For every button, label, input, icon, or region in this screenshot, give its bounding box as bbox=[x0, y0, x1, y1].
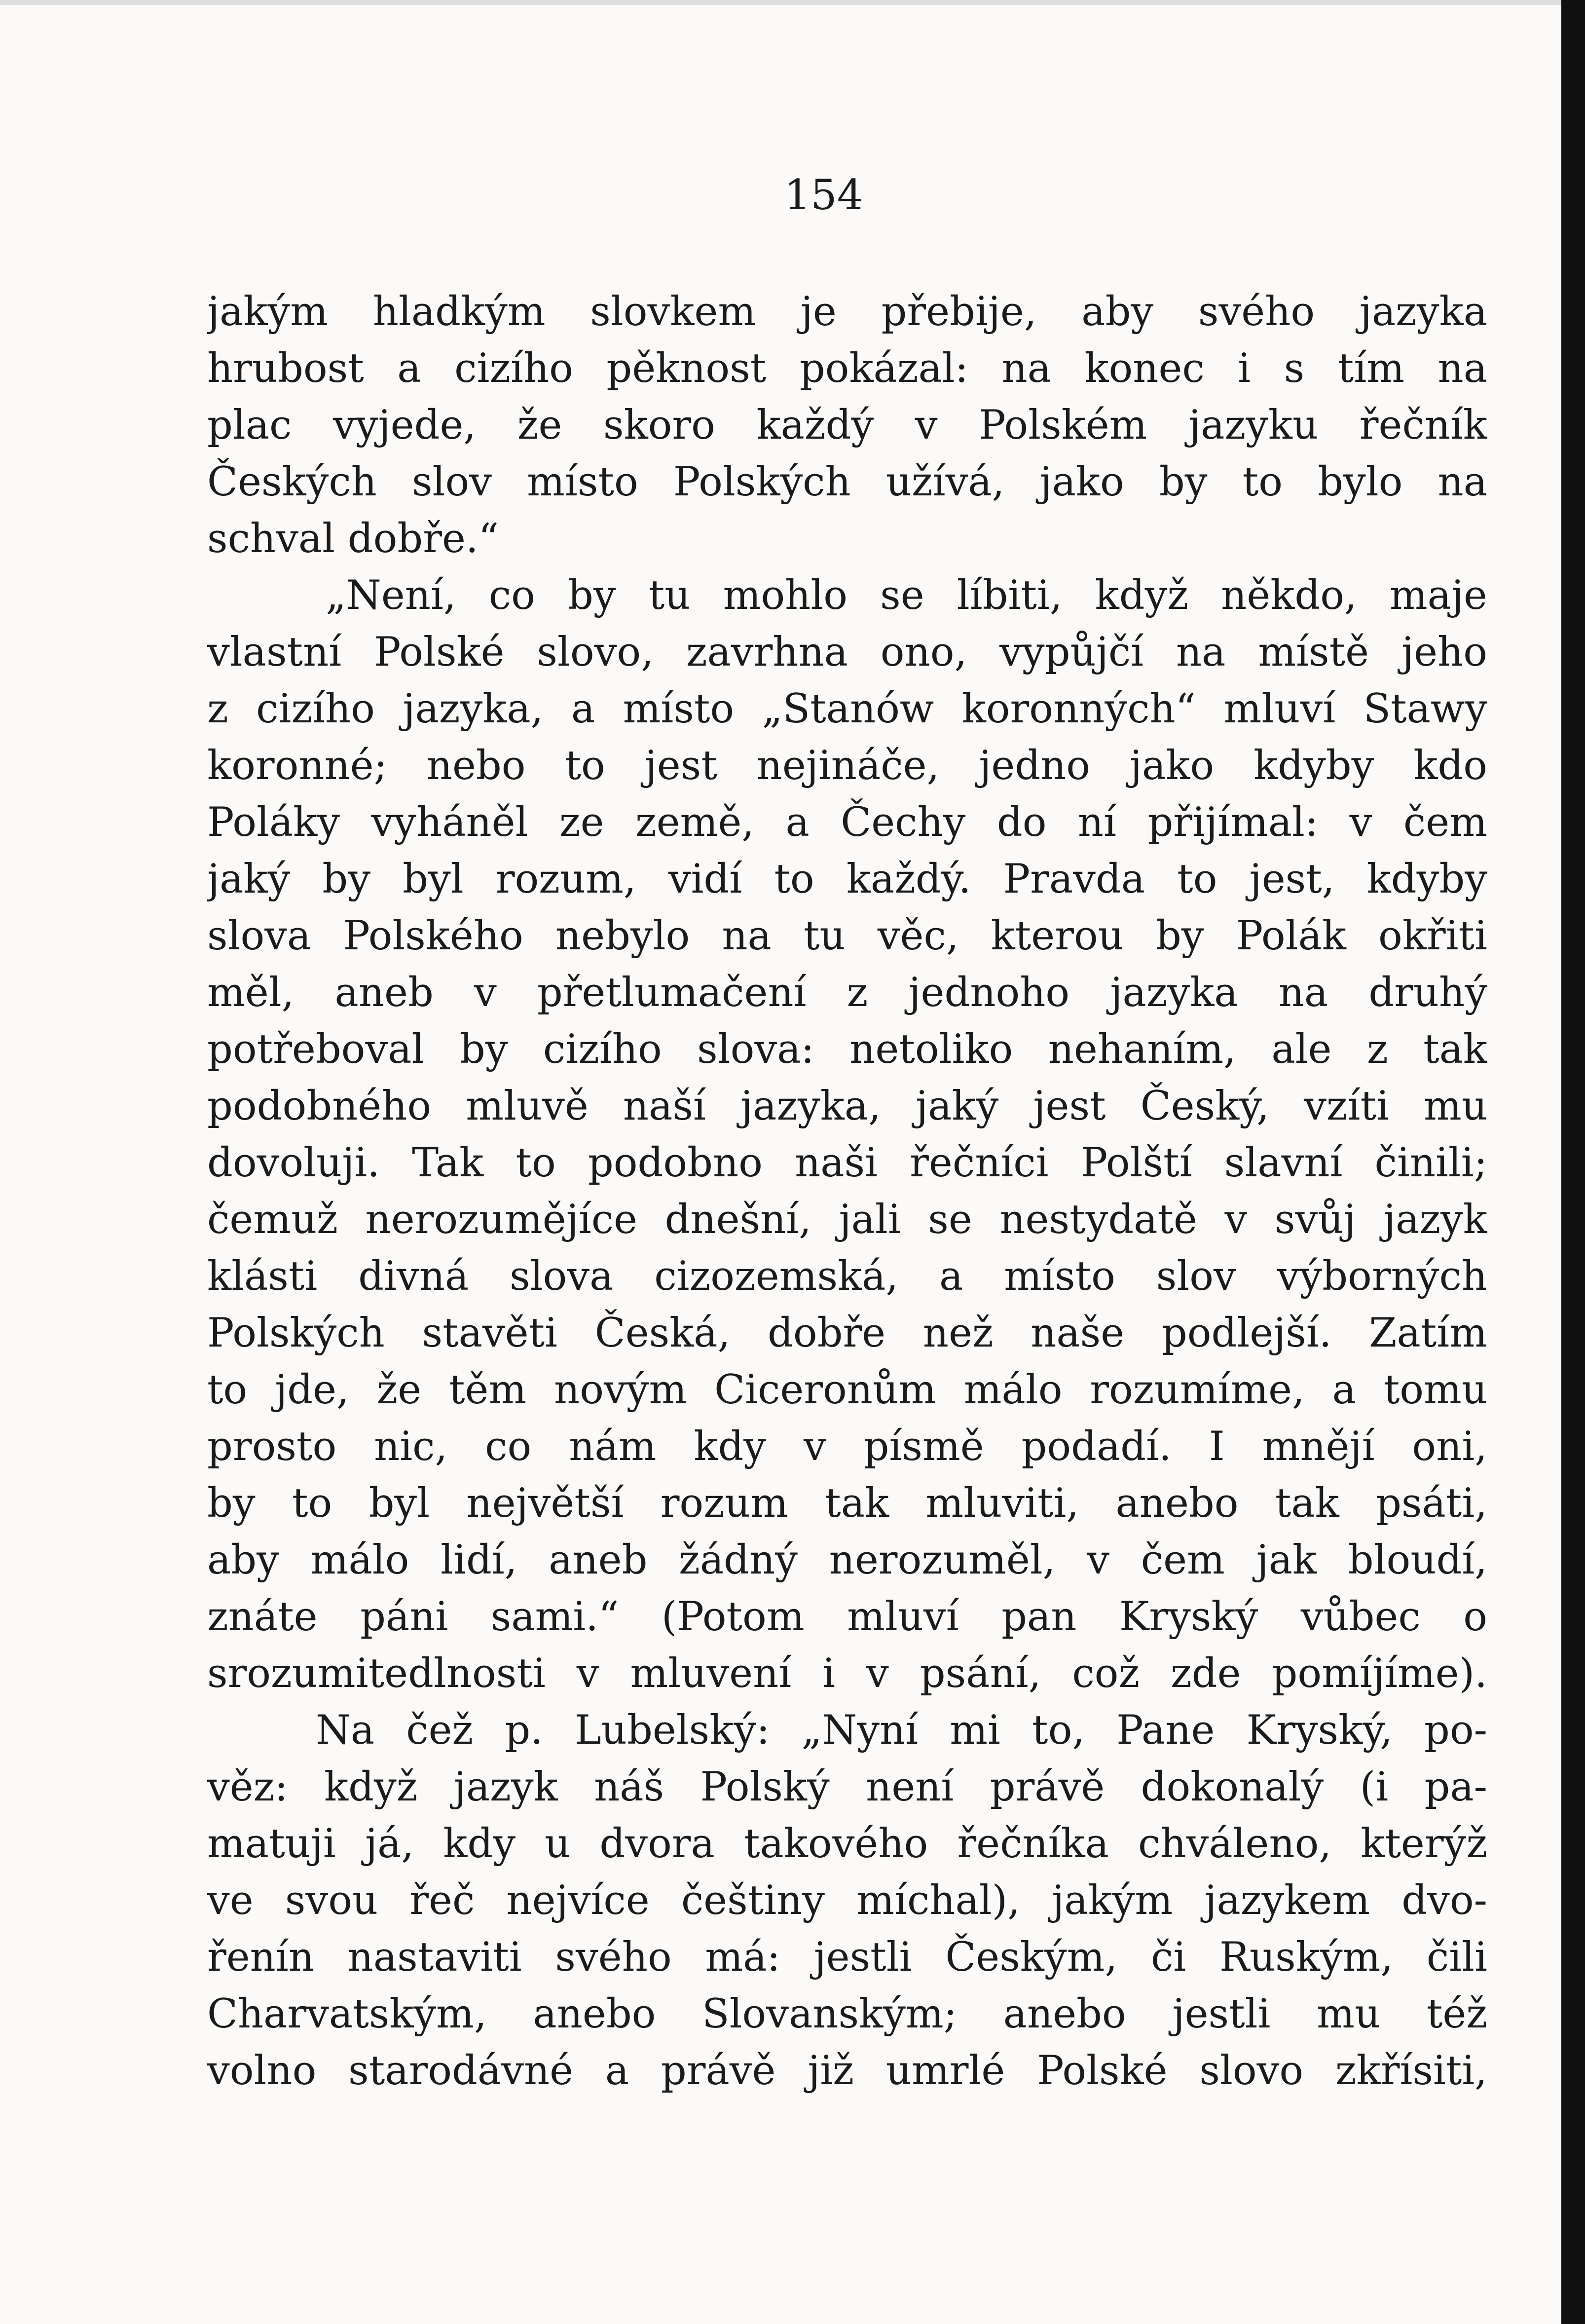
text-line: vlastní Polské slovo, zavrhna ono, vypůjčí na místě jeho bbox=[207, 629, 1487, 675]
text-line: aby málo lidí, aneb žádný nerozuměl, v čem jak bloudí, bbox=[207, 1537, 1487, 1583]
text-line: podobného mluvě naší jazyka, jaký jest Český, vzíti mu bbox=[207, 1083, 1487, 1129]
text-line: to jde, že těm novým Ciceronům málo rozumíme, a tomu bbox=[207, 1367, 1487, 1413]
paragraph-start-line: Na čež p. Lubelský: „Nyní mi to, Pane Kryský, po- bbox=[316, 1707, 1487, 1754]
text-line: Charvatským, anebo Slovanským; anebo jestli mu též bbox=[207, 1991, 1487, 2037]
body-text bbox=[207, 284, 1487, 2099]
text-line: prosto nic, co nám kdy v písmě podadí. I mnějí oni, bbox=[207, 1424, 1487, 1470]
page-binding-edge bbox=[1561, 0, 1585, 2324]
text-line: Polských stavěti Česká, dobře než naše podlejší. Zatím bbox=[207, 1310, 1487, 1356]
text-line: jakým hladkým slovkem je přebije, aby svého jazyka bbox=[207, 289, 1487, 335]
text-line: srozumitedlnosti v mluvení i v psání, což zde pomíjíme). bbox=[207, 1650, 1487, 1697]
text-line: klásti divná slova cizozemská, a místo slov výborných bbox=[207, 1253, 1487, 1300]
paragraph-start-line: „Není, co by tu mohlo se líbiti, když někdo, maje bbox=[326, 572, 1487, 619]
text-line: volno starodávné a právě již umrlé Polské slovo zkřísiti, bbox=[207, 2048, 1487, 2094]
text-line: měl, aneb v přetlumačení z jednoho jazyka na druhý bbox=[207, 970, 1487, 1016]
text-line: ve svou řeč nejvíce češtiny míchal), jakým jazykem dvo- bbox=[207, 1877, 1487, 1924]
page-number: 154 bbox=[784, 171, 864, 219]
text-line: věz: když jazyk náš Polský není právě dokonalý (i pa- bbox=[207, 1764, 1487, 1810]
text-line: koronné; nebo to jest nejináče, jedno jako kdyby kdo bbox=[207, 743, 1487, 789]
text-line: Českých slov místo Polských užívá, jako by to bylo na bbox=[207, 459, 1487, 505]
text-line: matuji já, kdy u dvora takového řečníka chváleno, kterýž bbox=[207, 1821, 1487, 1867]
text-line: by to byl největší rozum tak mluviti, anebo tak psáti, bbox=[207, 1480, 1487, 1527]
text-line: jaký by byl rozum, vidí to každý. Pravda to jest, kdyby bbox=[207, 856, 1487, 902]
text-line: znáte páni sami.“ (Potom mluví pan Kryský vůbec o bbox=[207, 1594, 1487, 1640]
text-line: hrubost a cizího pěknost pokázal: na konec i s tím na bbox=[207, 345, 1487, 392]
text-line: slova Polského nebylo na tu věc, kterou by Polák okřiti bbox=[207, 913, 1487, 959]
text-line: z cizího jazyka, a místo „Stanów koronných“ mluví Stawy bbox=[207, 686, 1487, 732]
text-line: plac vyjede, že skoro každý v Polském jazyku řečník bbox=[207, 402, 1487, 449]
text-line: čemuž nerozumějíce dnešní, jali se nestydatě v svůj jazyk bbox=[207, 1197, 1487, 1243]
text-line: Poláky vyháněl ze země, a Čechy do ní přijímal: v čem bbox=[207, 799, 1487, 846]
page-top-edge bbox=[0, 0, 1585, 5]
text-line: schval dobře.“ bbox=[207, 516, 499, 562]
text-line: potřeboval by cizího slova: netoliko nehaním, ale z tak bbox=[207, 1026, 1487, 1073]
text-line: dovoluji. Tak to podobno naši řečníci Polští slavní činili; bbox=[207, 1140, 1487, 1186]
text-line: řenín nastaviti svého má: jestli Českým, či Ruským, čili bbox=[207, 1934, 1487, 1981]
